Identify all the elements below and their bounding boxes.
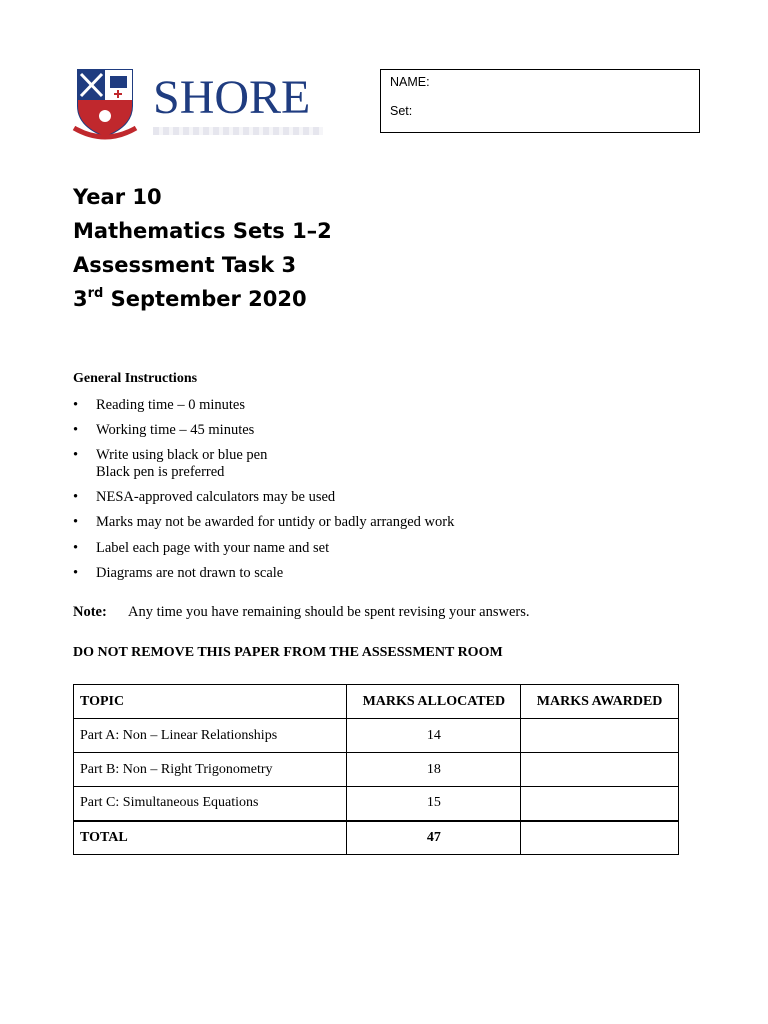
total-label: TOTAL: [74, 821, 347, 855]
title-year: Year 10: [73, 185, 162, 209]
header-marks-awarded: MARKS AWARDED: [521, 685, 679, 719]
title-date: [73, 282, 332, 316]
table-row: [74, 719, 679, 753]
row-marks-allocated: 15: [347, 787, 521, 821]
title-task: Assessment Task 3: [73, 253, 297, 277]
warning-text: DO NOT REMOVE THIS PAPER FROM THE ASSESSMENT ROOM: [73, 645, 503, 660]
header-topic: TOPIC: [74, 685, 347, 719]
total-marks-allocated: 47: [347, 821, 521, 855]
table-row: [74, 787, 679, 821]
note: [73, 604, 530, 621]
row-marks-awarded: [521, 753, 679, 787]
row-marks-awarded: [521, 719, 679, 753]
school-crest-logo: [72, 66, 138, 140]
header-marks-allocated: MARKS ALLOCATED: [347, 685, 521, 719]
date-day: 3: [73, 287, 88, 311]
row-topic: Part C: Simultaneous Equations: [74, 787, 347, 821]
table-total-row: [74, 821, 679, 855]
set-field-label: Set:: [390, 104, 413, 118]
note-label: Note:: [73, 604, 107, 620]
bullet-icon: •: [73, 540, 79, 556]
student-details-box: [380, 69, 700, 133]
exam-title-block: [73, 180, 332, 316]
row-topic: Part B: Non – Right Trigonometry: [74, 753, 347, 787]
school-name-underline: [153, 127, 323, 135]
school-name: SHORE: [153, 71, 311, 124]
bullet-icon: •: [73, 397, 79, 413]
row-marks-awarded: [521, 787, 679, 821]
total-marks-awarded: [521, 821, 679, 855]
row-marks-allocated: 18: [347, 753, 521, 787]
title-subject: Mathematics Sets 1–2: [73, 219, 332, 243]
row-topic: Part A: Non – Linear Relationships: [74, 719, 347, 753]
bullet-icon: •: [73, 489, 79, 505]
name-field-label: NAME:: [390, 75, 430, 89]
bullet-icon: •: [73, 514, 79, 530]
date-suffix: rd: [87, 286, 104, 301]
instructions-heading: General Instructions: [73, 371, 198, 386]
row-marks-allocated: 14: [347, 719, 521, 753]
bullet-icon: •: [73, 422, 79, 438]
table-row: [74, 753, 679, 787]
bullet-icon: •: [73, 565, 79, 581]
marks-table: [73, 684, 679, 855]
date-rest: September 2020: [103, 287, 307, 311]
table-header-row: [74, 685, 679, 719]
note-text: Any time you have remaining should be spent revising your answers.: [128, 604, 530, 620]
bullet-icon: •: [73, 447, 79, 463]
